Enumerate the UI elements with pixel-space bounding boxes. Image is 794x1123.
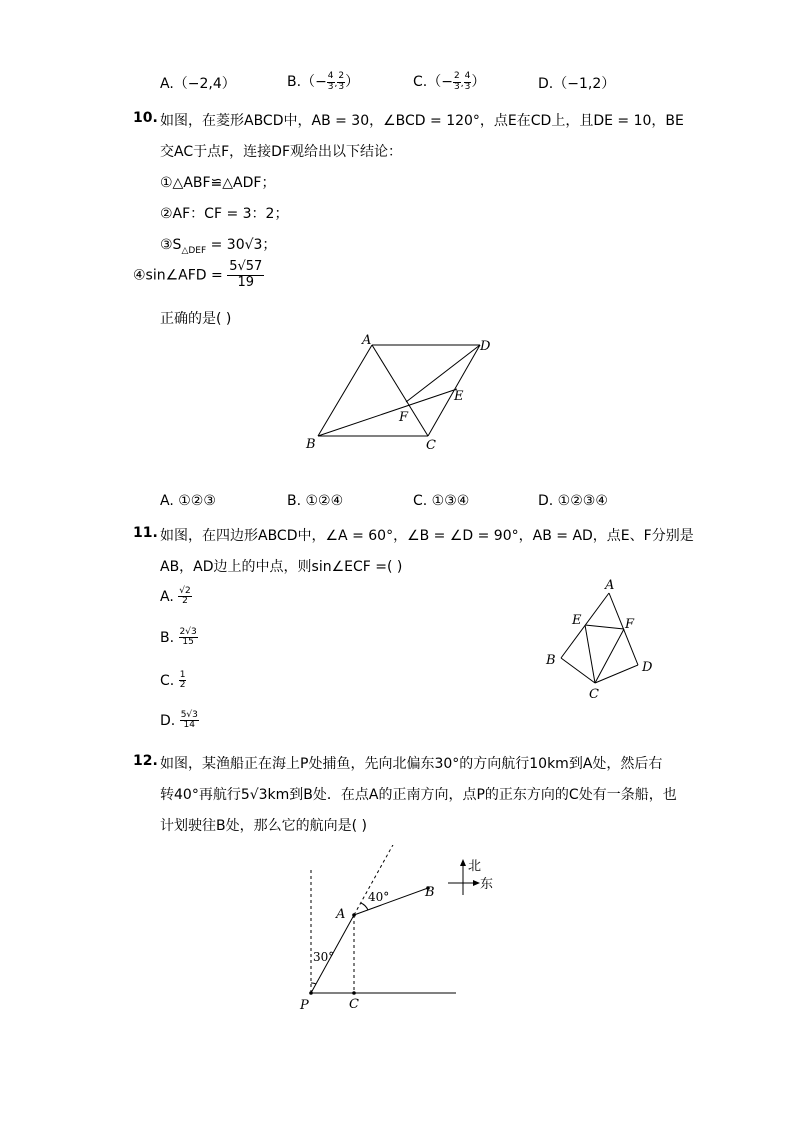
q12-compass-north-arrow-icon <box>460 859 466 866</box>
q12-label-a: A <box>336 907 346 922</box>
q11-option-b: B. $\frac{2√3}{15}$ <box>160 627 197 648</box>
q10-conclusion-1: ①△ABF≌△ADF； <box>160 175 276 191</box>
q10-stem-line2: 交AC于点F，连接DF观给出以下结论： <box>160 144 402 160</box>
q11-label-a: A <box>605 578 615 593</box>
q10-option-c: C. ①③④ <box>413 493 470 509</box>
q10-rhombus-figure <box>300 330 500 455</box>
q12-point-p <box>309 991 313 995</box>
q11-option-c: C. $\frac{1}{2}$ <box>160 670 186 691</box>
q10-label-c: C <box>426 438 436 453</box>
q12-label-c: C <box>349 997 359 1012</box>
q10-label-b: B <box>306 437 316 452</box>
q11-stem-line1: 如图，在四边形ABCD中，∠A = 60°，∠B = ∠D = 90°，AB = AD，点E、F分别是 <box>160 528 694 544</box>
q10-option-b: B. ①②④ <box>287 493 344 509</box>
q10-prompt: 正确的是( ) <box>160 311 232 327</box>
q12-stem-line1: 如图，某渔船正在海上P处捕鱼，先向北偏东30°的方向航行10km到A处，然后右 <box>160 756 663 772</box>
q11-option-a: A. $\frac{√2}{2}$ <box>160 586 191 607</box>
q11-number: 11. <box>133 525 158 541</box>
q12-navigation-figure <box>290 845 510 1020</box>
q11-label-b: B <box>546 653 556 668</box>
q11-line-fc <box>595 629 624 683</box>
q9-option-a: A.（−2,4） <box>160 76 236 92</box>
q10-conclusion-4: ④sin∠AFD = $\frac{5√57}{19}$ <box>133 259 263 290</box>
q12-number: 12. <box>133 753 158 769</box>
q12-label-b: B <box>425 885 435 900</box>
q11-line-bc <box>561 658 595 683</box>
q12-stem-line2: 转40°再航行5√3km到B处．在点A的正南方向，点P的正东方向的C处有一条船，也 <box>160 787 677 803</box>
q10-conclusion-3: $③S_{\triangle DEF} = 30√3$； <box>160 237 277 256</box>
q11-label-d: D <box>642 660 653 675</box>
q10-label-f: F <box>399 410 409 425</box>
q12-label-p: P <box>300 998 309 1013</box>
q10-label-d: D <box>480 339 491 354</box>
q12-point-a <box>352 913 356 917</box>
q11-label-e: E <box>572 613 582 628</box>
q10-option-d: D. ①②③④ <box>538 493 608 509</box>
q10-option-a: A. ①②③ <box>160 493 216 509</box>
q9-option-c: C.（− $\frac{2}{3}$ , $\frac{4}{3}$ ） <box>413 71 486 92</box>
q12-extension-dashed <box>354 845 394 915</box>
q12-line-ab <box>354 888 428 915</box>
q11-label-f: F <box>625 617 635 632</box>
q12-point-c <box>352 991 356 995</box>
q10-line-ab <box>318 345 372 436</box>
q11-option-d: D. $\frac{5√3}{14}$ <box>160 710 198 731</box>
q9-option-d: D.（−1,2） <box>538 76 616 92</box>
q12-compass-north-label: 北 <box>468 859 482 874</box>
q9-option-b: B.（− $\frac{4}{3}$ , $\frac{2}{3}$ ） <box>287 71 360 92</box>
q10-stem-line1: 如图，在菱形ABCD中，AB = 30，∠BCD = 120°，点E在CD上，且DE = 10，BE <box>160 113 684 129</box>
q12-angle-30-label: 30° <box>313 950 335 964</box>
q10-number: 10. <box>133 110 158 126</box>
q12-angle-40-label: 40° <box>368 890 390 904</box>
q12-stem-line3: 计划驶往B处，那么它的航向是( ) <box>160 818 367 834</box>
q12-compass-east-label: 东 <box>480 877 494 892</box>
q11-label-c: C <box>589 687 599 702</box>
q10-line-be <box>318 389 457 436</box>
q11-stem-line2: AB，AD边上的中点，则sin∠ECF =( ) <box>160 559 403 575</box>
q12-compass-east-arrow-icon <box>473 880 480 886</box>
q10-conclusion-2: ②AF：CF = 3：2； <box>160 206 289 222</box>
q11-line-ec <box>585 625 595 683</box>
q10-label-e: E <box>454 389 464 404</box>
q10-label-a: A <box>362 333 372 348</box>
q11-line-dc <box>595 665 638 683</box>
q11-quadrilateral-figure <box>540 575 665 705</box>
q12-angle-arc-40 <box>361 903 368 910</box>
q11-line-ef <box>585 625 624 629</box>
q12-angle-arc-30 <box>311 983 316 984</box>
